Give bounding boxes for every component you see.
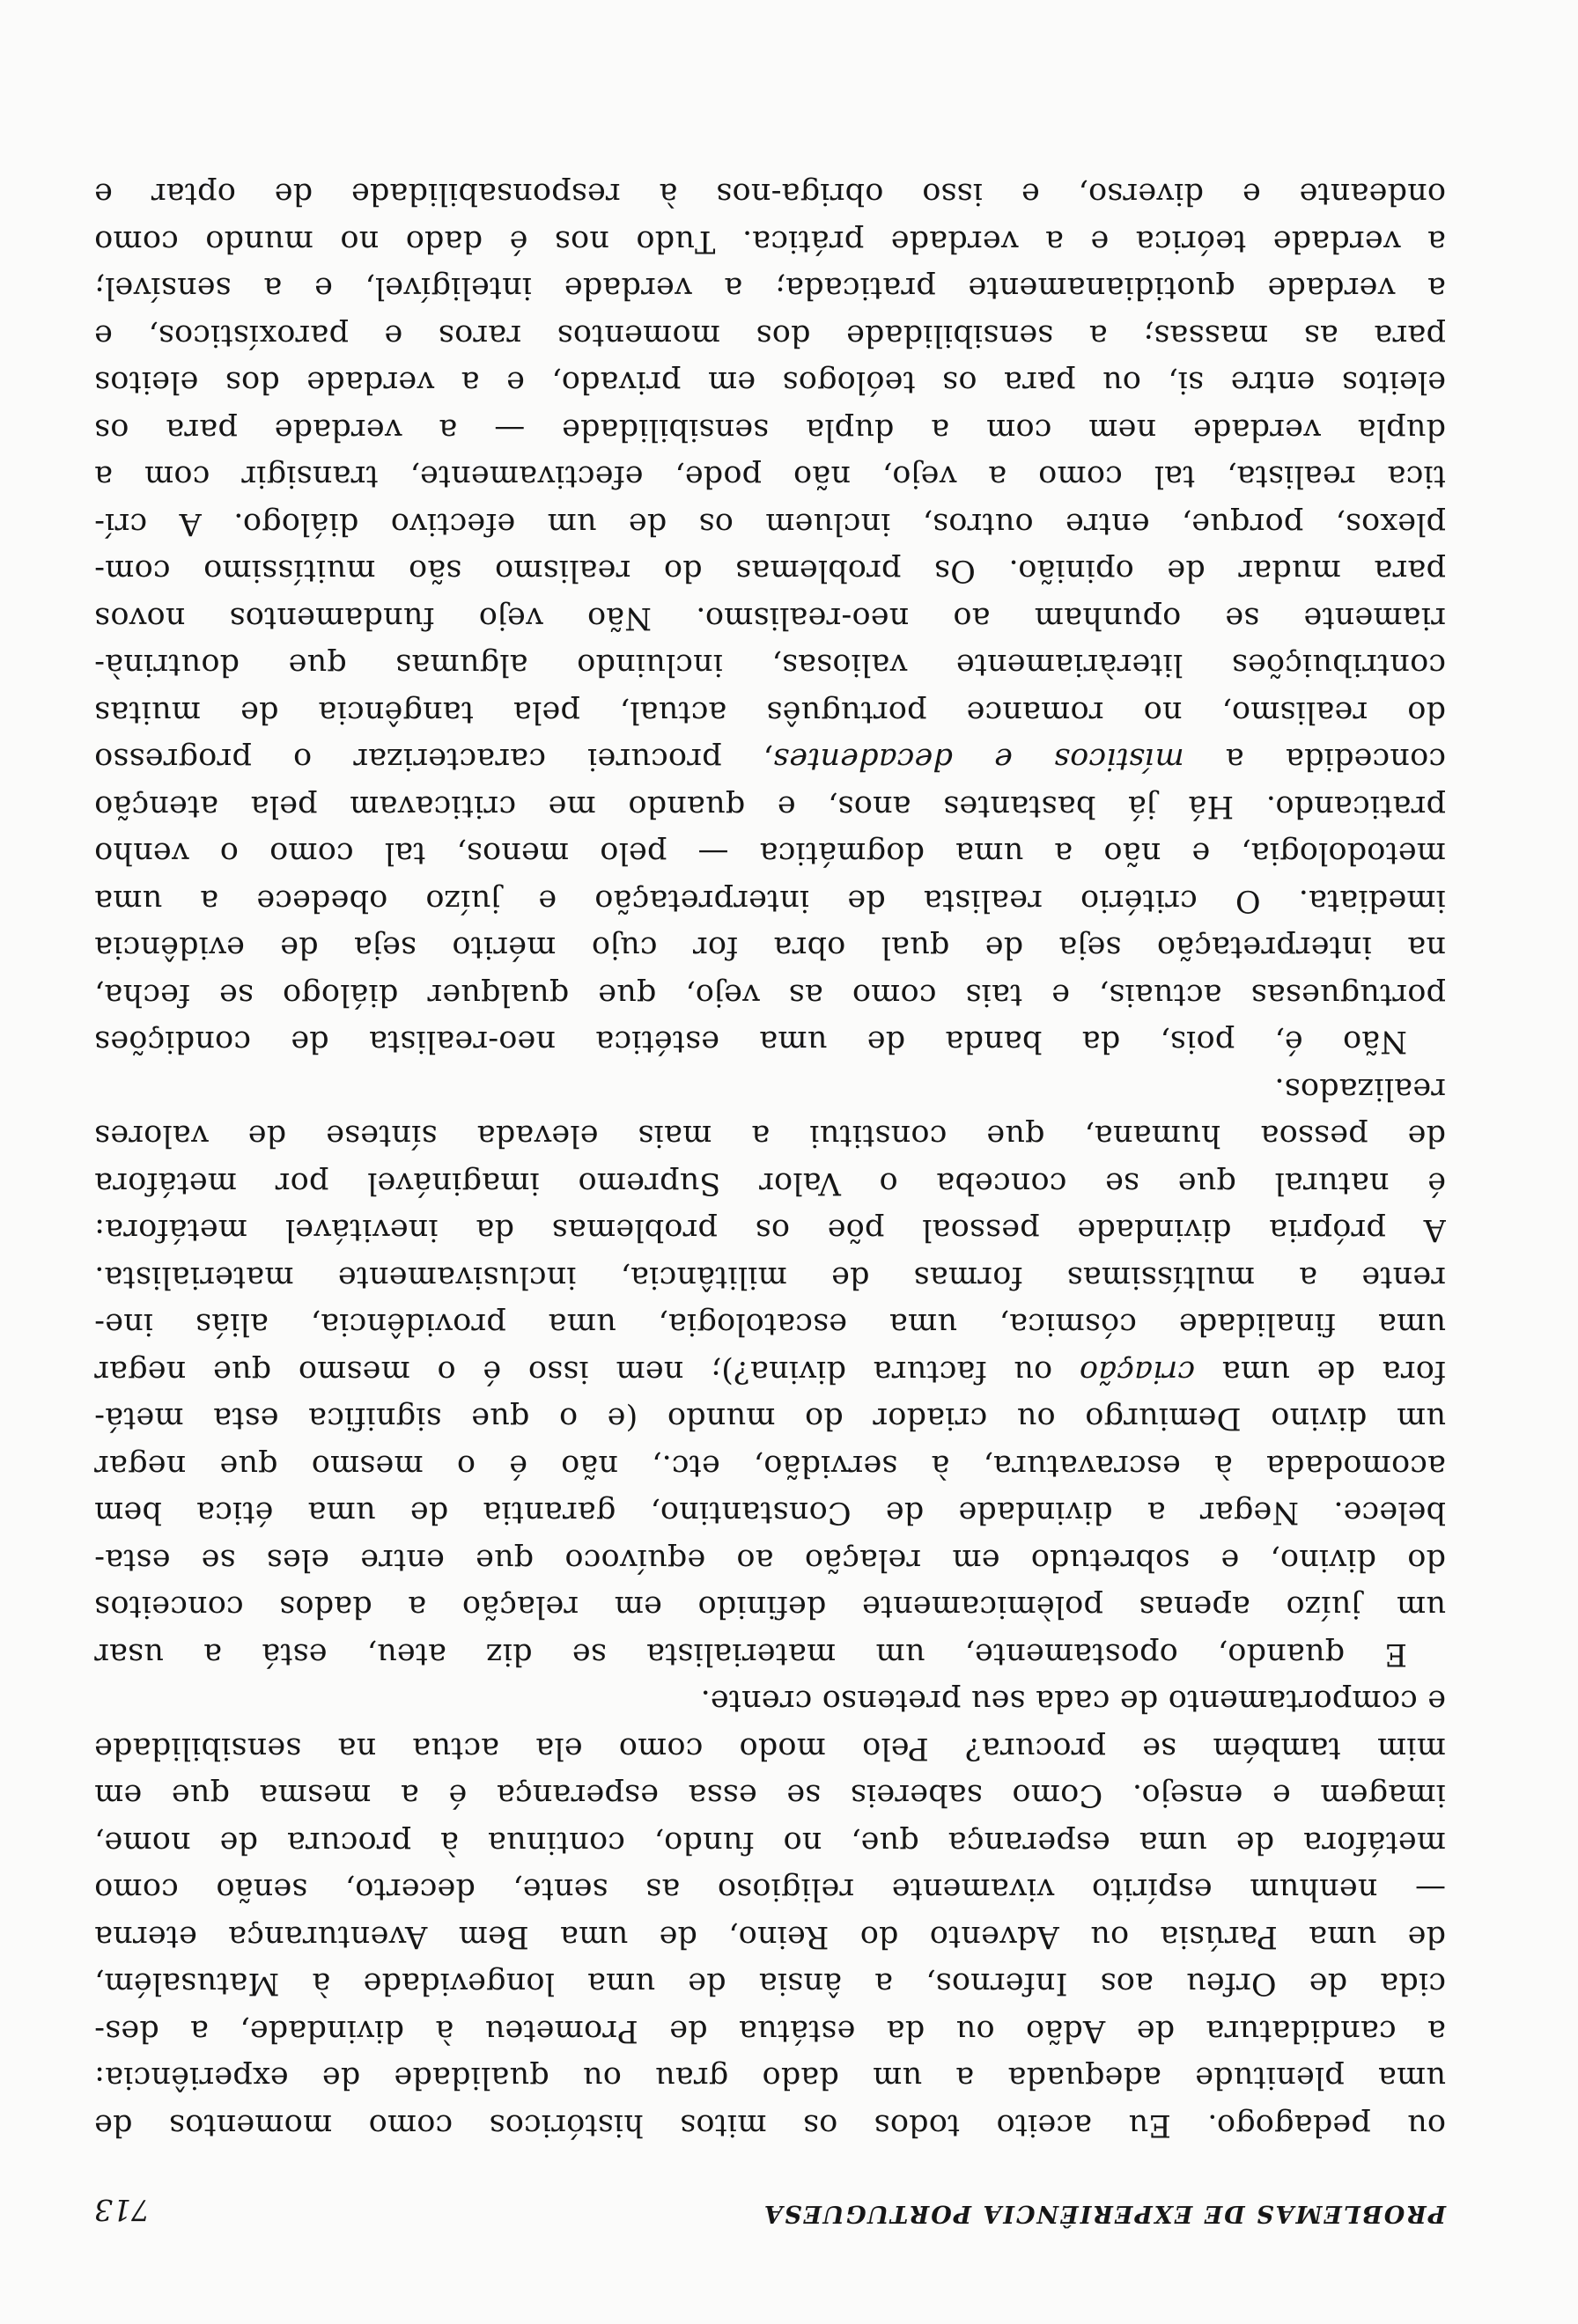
text-line: tica realista, tal como a vejo, não pode, efectivamente, transigir com a (94, 459, 1446, 495)
text-line: a candidatura de Adão ou da estátua de Prometeu à divindade, a des- (94, 2013, 1446, 2048)
text-line: imagem e ensejo. Como sabereis se essa esperança é a mesma que em (94, 1777, 1446, 1813)
text-line: — nenhum espírito vivamente religioso as sente, decerto, senão como (94, 1872, 1446, 1908)
text-line: e comportamento de cada seu pretenso crente. (700, 1683, 1446, 1719)
italic-term: místicos e decadentes (772, 741, 1184, 777)
running-title: PROBLEMAS DE EXPERIÊNCIA PORTUGUESA (762, 2200, 1446, 2227)
text-line: praticando. Há já bastantes anos, e quando me criticavam pela atenção (94, 789, 1446, 824)
text-line: riamente se opunham ao neo-realismo. Não vejo fundamentos novos (94, 600, 1446, 636)
text-line: belece. Negar a divindade de Constantino, garantia de uma ética bem (94, 1495, 1446, 1531)
text-block (94, 170, 1446, 2227)
text-line: dupla verdade nem com a dupla sensibilidade — a verdade para os (94, 412, 1446, 447)
text-line: um juízo apenas polèmicamente definido em relação a dados conceitos (94, 1589, 1446, 1625)
text-line: A própria divindade pessoal põe os problemas da inevitável metáfora: (94, 1212, 1446, 1248)
text-line: uma finalidade cósmica, uma escatologia, uma providência, aliás ine- (94, 1306, 1446, 1342)
text-line: metáfora de uma esperança que, no fundo, continua à procura de nome, (94, 1825, 1446, 1860)
text-line: um divino Demiurgo ou criador do mundo (e o que significa esta metá- (94, 1401, 1446, 1437)
text-line: do realismo, no romance português actual, pela tangência de muitas (94, 695, 1446, 730)
text-line: cida de Orfeu aos Infernos, a ânsia de uma longevidade à Matusalém, (94, 1966, 1446, 2002)
text-line: metodologia, e não a uma dogmática — pelo menos, tal como o venho (94, 835, 1446, 872)
text-line: a verdade teórica e a verdade prática. Tudo nos é dado no mundo como (94, 224, 1446, 259)
text-line: contribuições literàriamente valiosas, incluindo algumas que doutrinà- (94, 647, 1446, 683)
text-line: mim também se procura? Pelo modo como ela actua na sensibilidade (94, 1731, 1446, 1766)
text-line: fora de uma criação ou factura divina?); nem isso é o mesmo que negar (94, 1354, 1446, 1389)
text-line: na interpretação seja de qual obra for cujo mérito seja de evidência (94, 930, 1446, 966)
text-line: rente a multíssimas formas de militância, inclusivamente materialista. (94, 1260, 1446, 1295)
text-line: Não é, pois, da banda de uma estética neo-realista de condições (94, 1024, 1407, 1060)
text-line: E quando, opostamente, um materialista se diz ateu, está a usar (94, 1636, 1407, 1672)
text-line: de pessoa humana, que constitui a mais elevada síntese de valores (94, 1118, 1446, 1154)
text-line: de uma Parúsia ou Advento do Reino, de uma Bem Aventurança eterna (94, 1919, 1446, 1954)
running-head (94, 2174, 1446, 2227)
body-text (94, 170, 1446, 2148)
text-line: ou pedagogo. Eu aceito todos os mitos históricos como momentos de (94, 2107, 1446, 2143)
text-line: uma plenitude adequada a um dado grau ou qualidade de experiência: (94, 2060, 1446, 2096)
page-number: 713 (94, 2193, 150, 2227)
text-line: realizados. (1274, 1071, 1446, 1107)
text-line: imediata. O critério realista de interpretação e juízo obedece a uma (94, 883, 1446, 918)
text-line: eleitos entre si, ou para os teólogos em privado, e a verdade dos eleitos (94, 364, 1446, 401)
text-line: para as massas; a sensibilidade dos momentos raros e paroxísticos, e (94, 318, 1446, 353)
text-line: a verdade quotidianamente praticada; a verdade inteligível, e a sensível; (94, 270, 1446, 306)
text-line: é natural que se conceba o Valor Supremo imaginável por metáfora (94, 1166, 1446, 1201)
text-line: acomodada à escravatura, à servidão, etc., não é o mesmo que negar (94, 1448, 1446, 1483)
text-line: para mudar de opinião. Os problemas do realismo são muitíssimo com- (94, 553, 1446, 589)
text-line: plexos, porque, entre outros, incluem os de um efectivo diálogo. A crí- (94, 506, 1446, 541)
text-line: ondeante e diverso, e isso obriga-nos à responsabilidade de optar e (94, 176, 1446, 212)
italic-term: criação (1079, 1354, 1196, 1389)
text-line: concedida a místicos e decadentes, procurei caracterizar o progresso (94, 741, 1446, 777)
text-line: do divino, e sobretudo em relação ao equívoco que entre eles se esta- (94, 1542, 1446, 1578)
text-line: portuguesas actuais, e tais como as vejo, que qualquer diálogo se fecha, (94, 977, 1446, 1012)
